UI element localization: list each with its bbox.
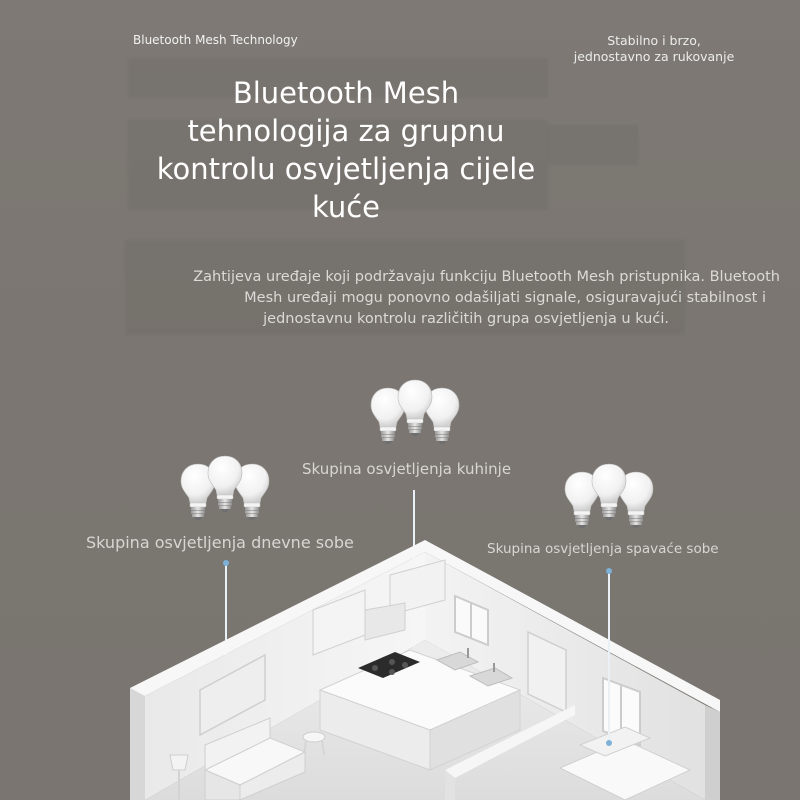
description-line2: Mesh uređaji mogu ponovno odašiljati signale, osiguravajući stabilnost i	[244, 290, 766, 306]
title-line4: kuće	[311, 190, 381, 224]
light-bulb-icon-bedroom-group	[564, 462, 656, 534]
bg-panel	[548, 125, 638, 165]
description-line1: Zahtijeva uređaje koji podržavaju funkciju Bluetooth Mesh pristupnika. Bluetooth	[193, 269, 780, 285]
label-kitchen-group: Skupina osvjetljenja kuhinje	[302, 460, 512, 478]
connector-line-bedroom	[608, 572, 610, 742]
connector-dot-bedroom-top	[606, 568, 612, 574]
title-line3: kontrolu osvjetljenja cijele	[156, 152, 536, 186]
connector-dot-bedroom	[606, 740, 612, 746]
tag-right-line1: Stabilno i brzo,	[607, 33, 701, 48]
label-living-room-group: Skupina osvjetljenja dnevne sobe	[86, 533, 354, 552]
title-line2: tehnologija za grupnu	[187, 114, 505, 148]
page-title	[140, 74, 552, 226]
house-illustration	[0, 530, 800, 800]
light-bulb-icon-living-room-group	[180, 452, 272, 528]
label-bedroom-group: Skupina osvjetljenja spavaće sobe	[487, 541, 719, 557]
description	[130, 267, 780, 330]
tag-right	[544, 33, 764, 65]
description-line3: jednostavnu kontrolu različitih grupa osvjetljenja u kući.	[263, 311, 669, 327]
light-bulb-icon-kitchen-group	[370, 378, 462, 450]
tag-right-line2: jednostavno za rukovanje	[573, 49, 735, 64]
title-line1: Bluetooth Mesh	[232, 76, 460, 110]
tag-left: Bluetooth Mesh Technology	[133, 33, 298, 47]
